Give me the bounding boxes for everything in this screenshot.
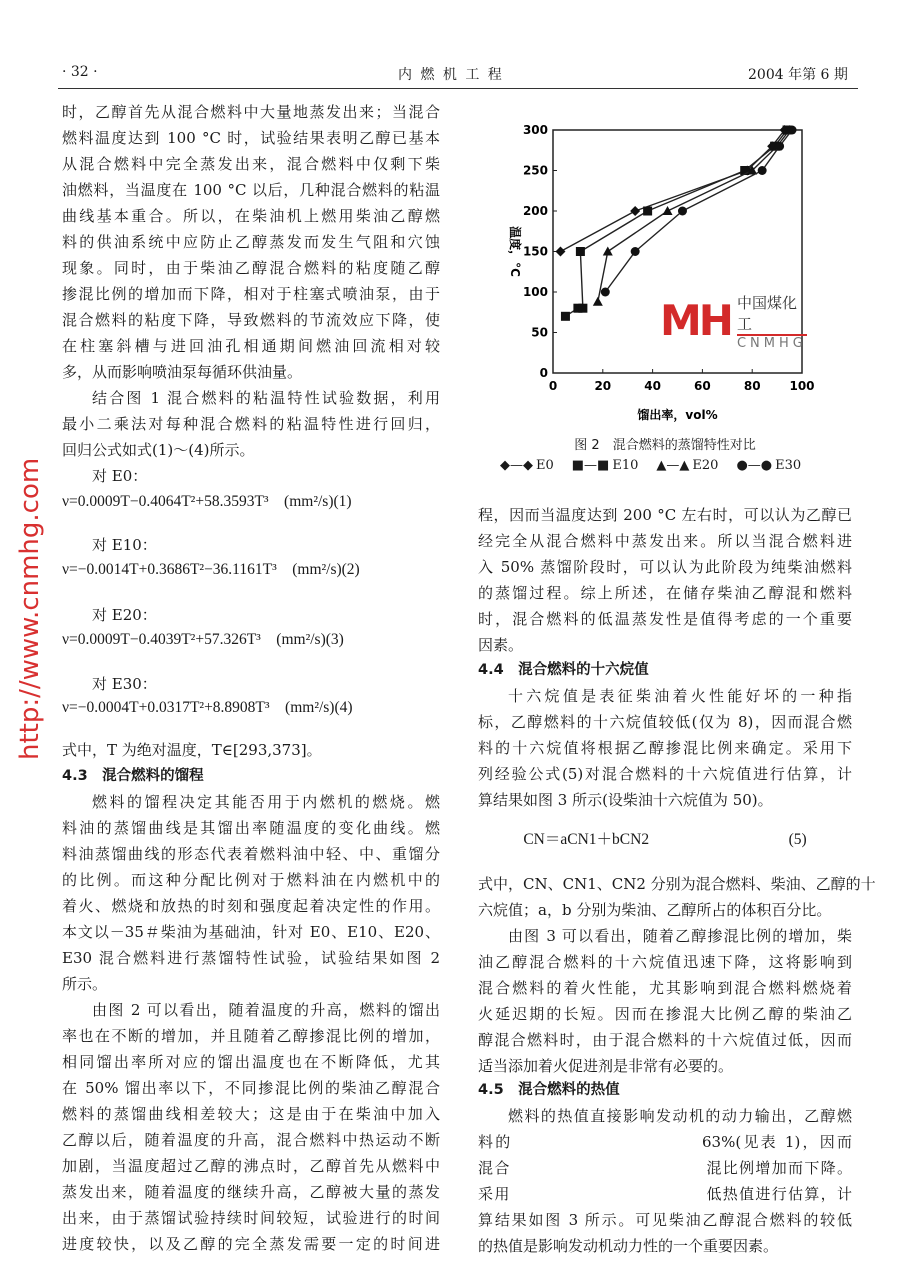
text-line: 的热值是影响发动机动力性的一个重要因素。 — [478, 1237, 779, 1255]
page-number: · 32 · — [62, 64, 98, 80]
header-rule — [58, 88, 858, 89]
equation: CN＝aCN1＋bCN2 (5) — [523, 831, 807, 848]
y-tick-label: 250 — [522, 163, 548, 178]
data-point-e0 — [630, 206, 640, 216]
y-tick-label: 0 — [539, 366, 548, 380]
text-line: 算结果如图 3 所示(设柴油十六烷值为 50)。 — [478, 791, 773, 809]
x-tick-label: 80 — [743, 379, 761, 393]
text-line: 时，混合燃料的低温蒸发性是值得考虑的一个重要 — [478, 610, 852, 628]
legend-label: E20 — [692, 458, 719, 473]
data-point-e30 — [601, 288, 610, 297]
x-tick-label: 20 — [594, 379, 612, 393]
legend-item-e10 — [572, 458, 639, 473]
data-point-e10 — [578, 304, 587, 313]
data-point-e0 — [555, 247, 565, 257]
text-line: 醇混合燃料时，由于混合燃料的十六烷值过低，因而 — [478, 1031, 852, 1049]
data-point-e20 — [603, 247, 613, 256]
text-line: 进度较快，以及乙醇的完全蒸发需要一定的时间进 — [62, 1235, 440, 1253]
cnmhg-logo — [660, 293, 807, 351]
data-point-e30 — [758, 166, 767, 175]
x-axis-label: 馏出率，vol% — [637, 408, 718, 422]
text-line: 算结果如图 3 所示。可见柴油乙醇混合燃料的较低 — [478, 1211, 852, 1229]
equation: ν=−0.0014T+0.3686T²−36.1161T³ (mm²/s)(2) — [62, 561, 360, 578]
text-line: 料的供油系统中应防止乙醇蒸发而发生气阻和穴蚀 — [62, 233, 440, 251]
triangle-marker-icon: ▲—▲ — [656, 458, 690, 473]
logo-en: CNMHG — [736, 335, 807, 351]
y-tick-label: 50 — [531, 325, 548, 340]
text-line: 适当添加着火促进剂是非常有必要的。 — [478, 1057, 734, 1075]
text-line: 曲线基本重合。所以，在柴油机上燃用柴油乙醇燃 — [62, 207, 440, 225]
text-line: 多，从而影响喷油泵每循环供油量。 — [62, 363, 303, 381]
issue-label: 2004 年第 6 期 — [748, 67, 848, 83]
text-line: 混合燃料的着火性能，尤其影响到混合燃料燃烧着 — [478, 979, 852, 997]
legend-item-e0 — [500, 458, 554, 473]
data-point-e10 — [576, 247, 585, 256]
text-line: 式中，T 为绝对温度，T∈[293,373]。 — [62, 741, 322, 759]
series-line-e0 — [560, 130, 784, 252]
text-line: 加剧，当温度超过乙醇的沸点时，乙醇首先从燃料中 — [62, 1157, 440, 1175]
text-line: 料的 63%(见表 1)，因而 — [478, 1133, 852, 1151]
text-line: 本文以－35＃柴油为基础油，针对 E0、E10、E20、 — [62, 923, 440, 941]
text-line: 料的十六烷值将根据乙醇掺混比例来确定。采用下 — [478, 739, 852, 757]
y-tick-label: 150 — [522, 244, 548, 259]
text-line: 率也在不断的增加，并且随着乙醇掺混比例的增加， — [62, 1027, 440, 1045]
square-marker-icon: ■—■ — [571, 458, 610, 473]
text-line: 时，乙醇首先从混合燃料中大量地蒸发出来；当混合 — [62, 103, 440, 121]
text-line: 着火、燃烧和放热的时刻和强度起着决定性的作用。 — [62, 897, 440, 915]
text-line: 对 E0： — [92, 467, 148, 485]
y-tick-label: 300 — [522, 123, 548, 137]
text-line: 燃料的馏程决定其能否用于内燃机的燃烧。燃 — [92, 793, 440, 811]
data-point-e30 — [788, 126, 797, 135]
logo-cn: 中国煤化工 — [737, 292, 807, 336]
text-line: 采用 低热值进行估算，计 — [478, 1185, 852, 1203]
text-line: 掺混比例的增加而下降，相对于柱塞式喷油泵，由于 — [62, 285, 440, 303]
text-line: 对 E30： — [92, 675, 157, 693]
text-line: 出来，由于蒸馏试验持续时间较短，试验进行的时间 — [62, 1209, 440, 1227]
y-tick-label: 100 — [522, 285, 548, 299]
text-line: 混合 混比例增加而下降。 — [478, 1159, 852, 1177]
text-line: 因素。 — [478, 636, 524, 654]
equation: ν=0.0009T−0.4039T²+57.326T³ (mm²/s)(3) — [62, 631, 344, 648]
text-line: 燃料的热值直接影响发动机的动力输出，乙醇燃 — [508, 1107, 852, 1125]
text-line: 对 E10： — [92, 536, 157, 554]
legend-item-e30 — [736, 458, 801, 473]
section-heading: 4.5 混合燃料的热值 — [478, 1082, 620, 1098]
text-line: 程，因而当温度达到 200 °C 左右时，可以认为乙醇已 — [478, 506, 852, 524]
text-line: 油燃料，当温度在 100 °C 以后，几种混合燃料的粘温 — [62, 181, 440, 199]
data-point-e30 — [678, 207, 687, 216]
text-line: 燃料温度达到 100 °C 时，试验结果表明乙醇已基本 — [62, 129, 440, 147]
text-line: 十六烷值是表征柴油着火性能好坏的一种指 — [508, 687, 852, 705]
section-heading: 4.3 混合燃料的馏程 — [62, 768, 204, 784]
text-line: 乙醇以后，随着温度的升高，混合燃料中热运动不断 — [62, 1131, 440, 1149]
data-point-e30 — [631, 247, 640, 256]
legend-label: E10 — [612, 458, 639, 473]
figure-caption: 图 2 混合燃料的蒸馏特性对比 — [574, 438, 756, 453]
data-point-e20 — [593, 297, 603, 306]
section-heading: 4.4 混合燃料的十六烷值 — [478, 662, 649, 678]
equation: ν=0.0009T−0.4064T²+58.3593T³ (mm²/s)(1) — [62, 493, 352, 510]
y-axis-label: 温度，°C — [508, 226, 522, 277]
logo-mark: MH — [660, 296, 731, 345]
text-line: 的蒸馏过程。综上所述，在储存柴油乙醇混和燃料 — [478, 584, 852, 602]
chart-legend — [500, 458, 801, 473]
journal-title: 内 燃 机 工 程 — [398, 67, 504, 83]
text-line: E30 混合燃料进行蒸馏特性试验，试验结果如图 2 — [62, 949, 440, 967]
text-line: 六烷值；a，b 分别为柴油、乙醇所占的体积百分比。 — [478, 901, 832, 919]
text-line: 料油的蒸馏曲线是其馏出率随温度的变化曲线。燃 — [62, 819, 440, 837]
data-point-e10 — [561, 312, 570, 321]
legend-label: E0 — [536, 458, 554, 473]
text-line: 列经验公式(5)对混合燃料的十六烷值进行估算，计 — [478, 765, 852, 783]
text-line: 式中，CN、CN1、CN2 分别为混合燃料、柴油、乙醇的十 — [478, 875, 876, 893]
text-line: 回归公式如式(1)～(4)所示。 — [62, 441, 255, 459]
text-line: 对 E20： — [92, 606, 157, 624]
text-line: 结合图 1 混合燃料的粘温特性试验数据，利用 — [92, 389, 440, 407]
text-line: 在 50% 馏出率以下，不同掺混比例的柴油乙醇混合 — [62, 1079, 440, 1097]
text-line: 油乙醇混合燃料的十六烷值迅速下降，这将影响到 — [478, 953, 852, 971]
text-line: 火延迟期的长短。因而在掺混大比例乙醇的柴油乙 — [478, 1005, 852, 1023]
text-line: 蒸发出来，随着温度的继续升高，乙醇被大量的蒸发 — [62, 1183, 440, 1201]
x-tick-label: 40 — [644, 379, 661, 393]
distillation-chart — [490, 118, 820, 428]
data-point-e30 — [775, 142, 784, 151]
diamond-marker-icon: ◆—◆ — [500, 458, 533, 473]
data-point-e10 — [643, 207, 652, 216]
legend-item-e20 — [656, 458, 718, 473]
text-line: 从混合燃料中完全蒸发出来，混合燃料中仅剩下柴 — [62, 155, 440, 173]
text-line: 经完全从混合燃料中蒸发出来。所以当混合燃料进 — [478, 532, 852, 550]
y-tick-label: 200 — [522, 204, 548, 218]
data-point-e20 — [663, 206, 673, 215]
watermark: http://www.cnmhg.com — [15, 457, 45, 760]
text-line: 混合燃料的粘度下降，导致燃料的节流效应下降，使 — [62, 311, 440, 329]
text-line: 最小二乘法对每种混合燃料的粘温特性进行回归， — [62, 415, 440, 433]
text-line: 相同馏出率所对应的馏出温度也在不断降低，尤其 — [62, 1053, 440, 1071]
text-line: 所示。 — [62, 975, 108, 993]
text-line: 料油蒸馏曲线的形态代表着燃料油中轻、中、重馏分 — [62, 845, 440, 863]
text-line: 燃料的蒸馏曲线相差较大；这是由于在柴油中加入 — [62, 1105, 440, 1123]
legend-label: E30 — [775, 458, 802, 473]
circle-marker-icon: ●—● — [736, 458, 773, 473]
text-line: 现象。同时，由于柴油乙醇混合燃料的粘度随乙醇 — [62, 259, 440, 277]
text-line: 的比例。而这种分配比例对于燃料油在内燃机中的 — [62, 871, 440, 889]
text-line: 标，乙醇燃料的十六烷值较低(仅为 8)，因而混合燃 — [478, 713, 852, 731]
text-line: 入 50% 蒸馏阶段时，可以认为此阶段为纯柴油燃料 — [478, 558, 852, 576]
x-tick-label: 0 — [548, 379, 558, 393]
series-line-e10 — [565, 130, 787, 316]
x-tick-label: 100 — [789, 379, 815, 393]
equation: ν=−0.0004T+0.0317T²+8.8908T³ (mm²/s)(4) — [62, 699, 353, 716]
x-tick-label: 60 — [694, 379, 711, 393]
text-line: 由图 2 可以看出，随着温度的升高，燃料的馏出 — [92, 1001, 440, 1019]
text-line: 在柱塞斜槽与进回油孔相通期间燃油回流相对较 — [62, 337, 440, 355]
text-line: 由图 3 可以看出，随着乙醇掺混比例的增加，柴 — [508, 927, 852, 945]
